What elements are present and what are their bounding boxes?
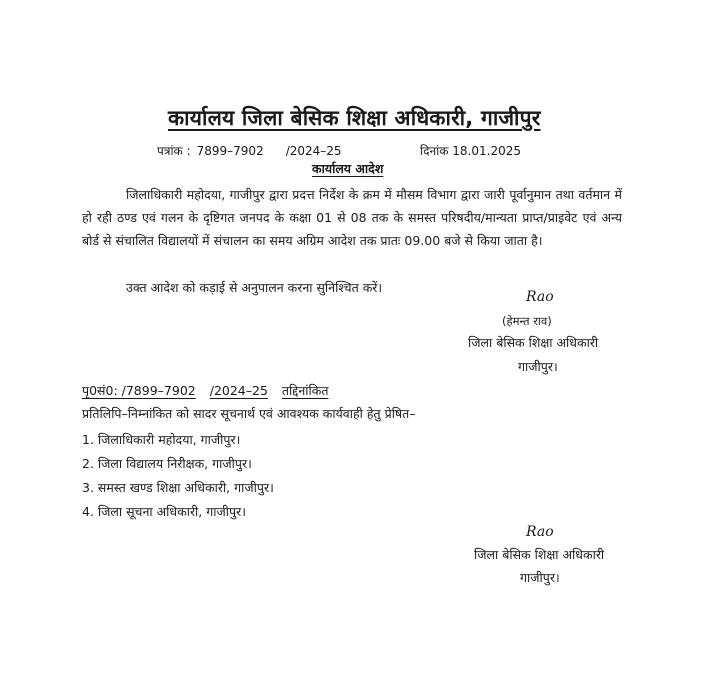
list-item: 3. समस्त खण्ड शिक्षा अधिकारी, गाजीपुर।: [82, 480, 274, 495]
list-item: 1. जिलाधिकारी महोदया, गाजीपुर।: [82, 432, 241, 447]
list-item: 2. जिला विद्यालय निरीक्षक, गाजीपुर।: [82, 456, 252, 471]
memo-dated: तद्दिनांकित: [281, 383, 329, 398]
signer-place-2: गाजीपुर।: [520, 570, 560, 585]
copy-to-heading: प्रतिलिपि–निम्नांकित को सादर सूचनार्थ एवं आवश्यक कार्यवाही हेतु प्रेषित–: [82, 406, 416, 421]
signature-mark-2: Rao: [526, 524, 554, 540]
copy-to-list: [82, 428, 274, 524]
signature-mark-1: Rao: [526, 289, 554, 305]
signer-designation-1: जिला बेसिक शिक्षा अधिकारी: [468, 335, 599, 350]
signer-place-1: गाजीपुर।: [518, 359, 558, 374]
ref-label: पत्रांक :: [157, 144, 191, 158]
compliance-line: उक्त आदेश को कड़ाई से अनुपालन करना सुनिश्चित करें।: [126, 280, 383, 295]
memo-reference: [82, 382, 342, 399]
memo-prefix: पृ0सं0: /7899–7902: [82, 383, 196, 398]
ref-year: /2024–25: [285, 144, 342, 158]
ref-number: 7899–7902: [196, 144, 264, 158]
issue-date: दिनांक 18.01.2025: [420, 144, 521, 158]
order-paragraph: जिलाधिकारी महोदया, गाजीपुर द्वारा प्रदत्त निर्देश के क्रम में मौसम विभाग द्वारा जारी पूर्वानुमान तथा वर्तमान में हो रही ठण्ड एवं गलन के दृष्टिगत जनपद के कक्षा 01 से 08 तक के समस्त परिषदीय/मान्यता प्राप्त/प्राइवेट एवं अन्य बोर्ड से संचालित विद्यालयों में संचालन का समय अग्रिम आदेश तक प्रातः 09.00 बजे से किया जाता है।: [82, 187, 622, 248]
order-heading: कार्यालय आदेश: [312, 161, 384, 176]
list-item: 4. जिला सूचना अधिकारी, गाजीपुर।: [82, 504, 246, 519]
office-title: कार्यालय जिला बेसिक शिक्षा अधिकारी, गाजीपुर: [168, 106, 541, 130]
reference-number: [157, 142, 342, 159]
signer-name: (हेमन्त राव): [502, 314, 552, 328]
signer-designation-2: जिला बेसिक शिक्षा अधिकारी: [474, 547, 605, 562]
memo-year: /2024–25: [209, 383, 268, 398]
